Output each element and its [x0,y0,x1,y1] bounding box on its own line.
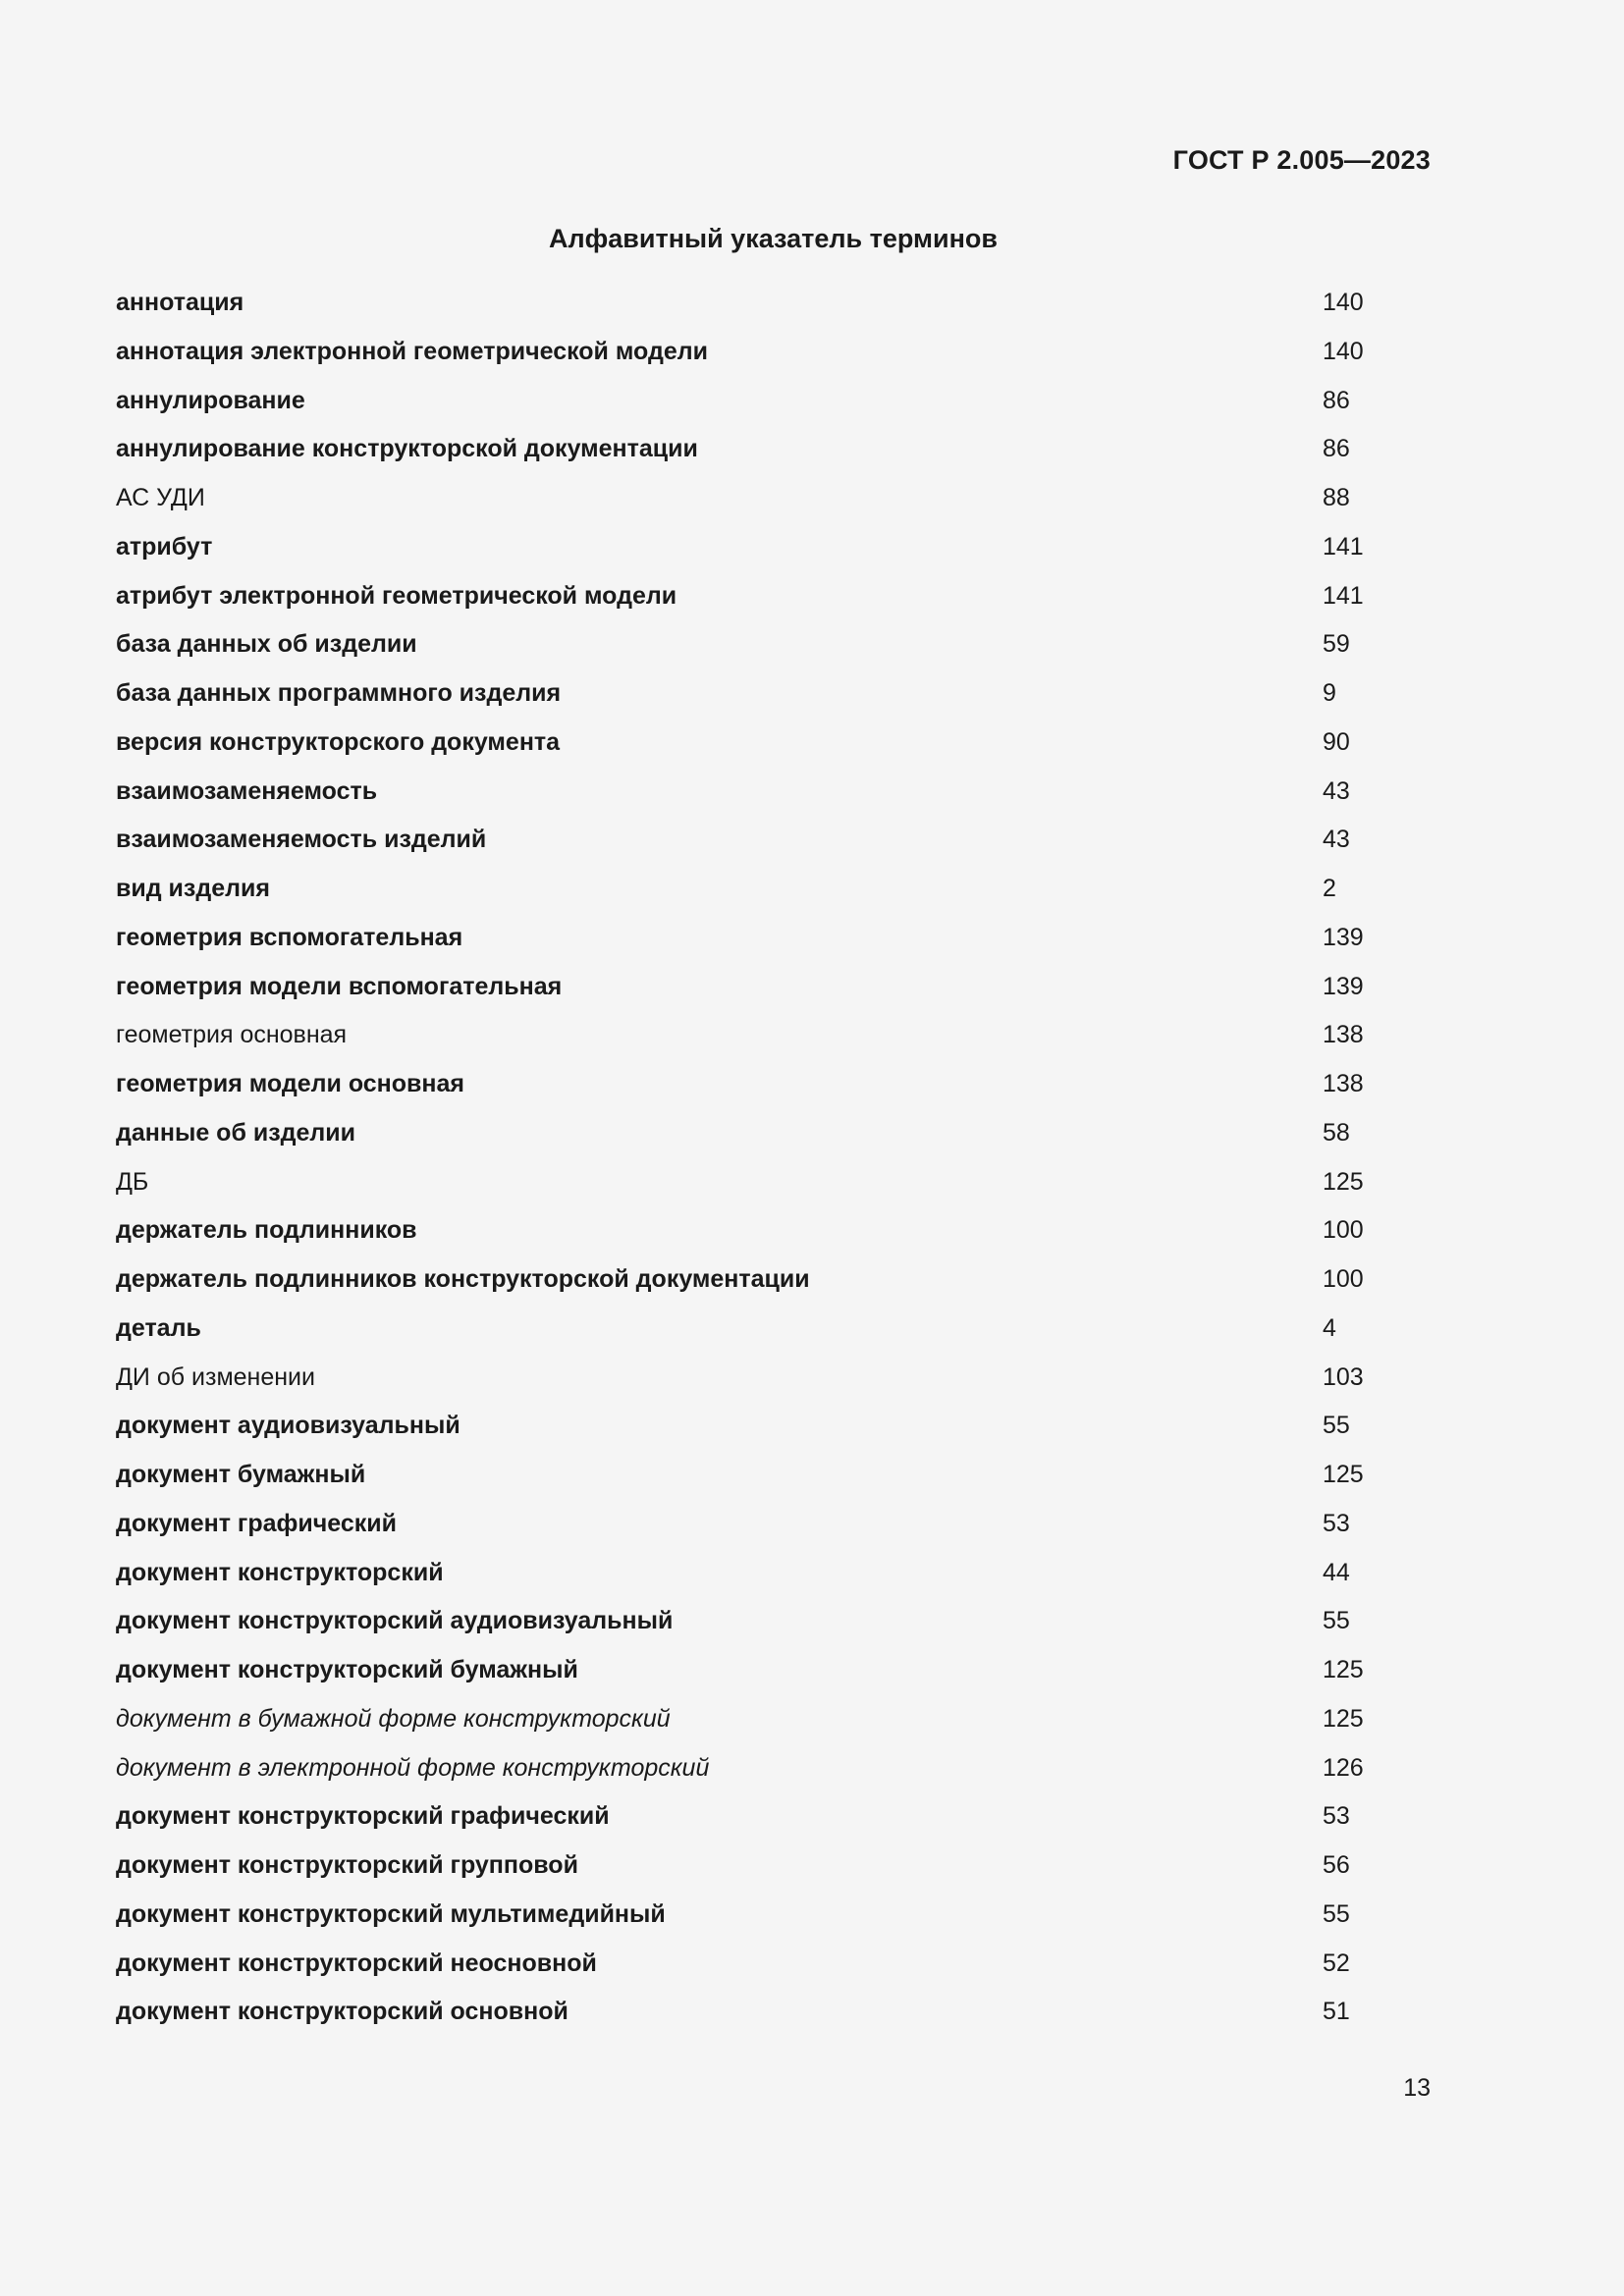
index-entry [116,823,1392,872]
index-term: документ конструкторский основной [116,1998,568,2026]
index-page-ref: 44 [1323,1558,1350,1586]
index-term: документ бумажный [116,1461,366,1488]
index-term: данные об изделии [116,1118,356,1147]
index-entry [116,725,1392,774]
index-page-ref: 138 [1323,1021,1364,1049]
index-page-ref: 43 [1323,826,1350,854]
index-entry [116,530,1392,579]
index-entry [116,627,1392,676]
index-term: геометрия вспомогательная [116,923,463,951]
index-entry [116,1213,1392,1262]
index-page-ref: 90 [1323,727,1350,756]
index-term: геометрия модели вспомогательная [116,972,563,1000]
index-entry [116,1702,1392,1751]
index-page-ref: 100 [1323,1216,1364,1245]
index-entry [116,1409,1392,1458]
index-page-ref: 125 [1323,1167,1364,1196]
index-term: документ графический [116,1509,397,1537]
index-page-ref: 125 [1323,1461,1364,1488]
index-page-ref: 140 [1323,289,1364,316]
index-entry [116,579,1392,628]
index-page-ref: 126 [1323,1753,1364,1782]
index-term: держатель подлинников конструкторской документации [116,1265,810,1293]
index-term: документ конструкторский [116,1558,444,1586]
index-entry [116,432,1392,481]
index-page-ref: 88 [1323,484,1350,511]
index-term: взаимозаменяемость изделий [116,826,487,854]
index-page-ref: 86 [1323,435,1350,463]
index-entry [116,1556,1392,1605]
index-term: аннотация электронной геометрической модели [116,337,708,365]
term-index-list [116,286,1392,2044]
index-page-ref: 86 [1323,386,1350,414]
index-page-ref: 125 [1323,1656,1364,1683]
index-entry [116,1165,1392,1214]
index-page-ref: 140 [1323,337,1364,365]
index-term: геометрия модели основная [116,1070,464,1097]
index-page-ref: 59 [1323,630,1350,659]
index-term: вид изделия [116,875,270,902]
index-term: атрибут [116,532,213,561]
index-term: геометрия основная [116,1021,348,1049]
index-page-ref: 125 [1323,1704,1364,1733]
index-entry [116,1848,1392,1897]
index-page-ref: 43 [1323,776,1350,805]
index-term: держатель подлинников [116,1216,417,1245]
index-term: документ конструкторский бумажный [116,1656,578,1683]
index-entry [116,1067,1392,1116]
index-term: деталь [116,1313,201,1342]
index-entry [116,676,1392,725]
index-entry [116,1361,1392,1410]
index-page-ref: 55 [1323,1607,1350,1635]
index-entry [116,286,1392,335]
index-page-ref: 141 [1323,581,1364,610]
index-entry [116,1653,1392,1702]
index-term: документ конструкторский аудиовизуальный [116,1607,674,1635]
index-page-ref: 51 [1323,1998,1350,2026]
index-page-ref: 56 [1323,1851,1350,1879]
index-page-ref: 100 [1323,1265,1364,1293]
index-term: ДИ об изменении [116,1362,315,1391]
index-entry [116,384,1392,433]
index-term: документ конструкторский мультимедийный [116,1899,666,1928]
index-term: ДБ [116,1167,149,1196]
index-term: версия конструкторского документа [116,727,561,756]
index-term: база данных об изделии [116,630,417,659]
index-term: АС УДИ [116,484,205,511]
index-entry [116,1116,1392,1165]
index-entry [116,481,1392,530]
index-entry [116,1018,1392,1067]
index-entry [116,1507,1392,1556]
document-code: ГОСТ Р 2.005—2023 [1172,145,1431,175]
index-page-ref: 2 [1323,875,1336,902]
index-page-ref: 4 [1323,1313,1336,1342]
index-entry [116,1604,1392,1653]
index-entry [116,970,1392,1019]
index-entry [116,1458,1392,1507]
index-entry [116,1897,1392,1947]
index-page-ref: 103 [1323,1362,1364,1391]
index-page-ref: 9 [1323,679,1336,707]
index-term: взаимозаменяемость [116,776,378,805]
index-page-ref: 138 [1323,1070,1364,1097]
index-page-ref: 58 [1323,1118,1350,1147]
index-page-ref: 139 [1323,923,1364,951]
index-page-ref: 55 [1323,1412,1350,1440]
index-entry [116,1751,1392,1800]
page-number: 13 [1403,2074,1431,2102]
index-page-ref: 53 [1323,1802,1350,1831]
index-entry [116,774,1392,824]
index-term: документ в электронной форме конструкторский [116,1753,710,1782]
index-entry [116,1262,1392,1311]
index-entry [116,1947,1392,1996]
index-term: документ конструкторский групповой [116,1851,578,1879]
index-title: Алфавитный указатель терминов [549,224,998,253]
index-term: аннотация [116,289,244,316]
index-term: аннулирование конструкторской документации [116,435,698,463]
index-term: база данных программного изделия [116,679,562,707]
index-entry [116,1311,1392,1361]
index-page-ref: 139 [1323,972,1364,1000]
index-entry [116,872,1392,921]
index-term: атрибут электронной геометрической модели [116,581,677,610]
index-term: аннулирование [116,386,305,414]
index-page-ref: 52 [1323,1949,1350,1977]
index-page-ref: 141 [1323,532,1364,561]
index-entry [116,1799,1392,1848]
index-entry [116,1995,1392,2044]
index-term: документ аудиовизуальный [116,1412,460,1440]
index-entry [116,921,1392,970]
index-page-ref: 53 [1323,1509,1350,1537]
index-page-ref: 55 [1323,1899,1350,1928]
index-entry [116,335,1392,384]
index-term: документ конструкторский графический [116,1802,610,1831]
index-term: документ в бумажной форме конструкторский [116,1704,671,1733]
index-term: документ конструкторский неосновной [116,1949,597,1977]
